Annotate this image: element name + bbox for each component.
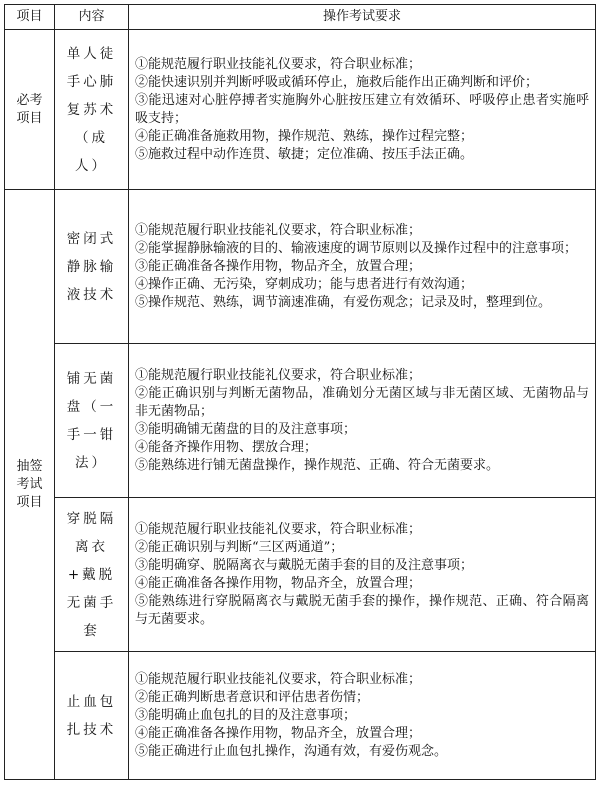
table-row	[5, 498, 596, 652]
header-project: 项目	[5, 5, 55, 30]
category-draw: 抽签考试项目	[5, 190, 55, 780]
table-row	[5, 30, 596, 190]
requirement-line: ①能规范履行职业技能礼仪要求，符合职业标准；	[135, 367, 422, 383]
requirement-line: ③能明确铺无菌盘的目的及注意事项；	[135, 421, 357, 437]
requirement-line: ③能迅速对心脏停搏者实施胸外心脏按压建立有效循环、呼吸停止患者实施呼吸支持；	[135, 92, 589, 126]
requirement-line: ⑤操作规范、熟练，调节滴速准确，有爱伤观念；记录及时，整理到位。	[135, 294, 552, 310]
requirement-line: ①能规范履行职业技能礼仪要求，符合职业标准；	[135, 56, 422, 72]
item-sterile-tray: 铺无菌盘（一手一钳法）	[55, 344, 129, 498]
table-row	[5, 652, 596, 780]
requirement-line: ②能掌握静脉输液的目的、输液速度的调节原则以及操作过程中的注意事项；	[135, 240, 578, 256]
requirements-hemostasis	[129, 652, 596, 780]
requirement-line: ②能正确识别与判断“三区两通道”；	[135, 539, 344, 555]
requirement-line: ①能规范履行职业技能礼仪要求，符合职业标准；	[135, 521, 422, 537]
requirement-line: ④能正确准备施救用物，操作规范、熟练，操作过程完整；	[135, 128, 474, 144]
requirement-line: ②能正确判断患者意识和评估患者伤情；	[135, 689, 370, 705]
item-isolation-gown: 穿脱隔离衣+戴脱无菌手套	[55, 498, 129, 652]
requirement-line: ①能规范履行职业技能礼仪要求，符合职业标准；	[135, 222, 422, 238]
exam-requirements-table	[4, 4, 596, 780]
requirement-line: ⑤施救过程中动作连贯、敏捷；定位准确、按压手法正确。	[135, 146, 474, 162]
requirement-line: ④能正确准备各操作用物，物品齐全，放置合理；	[135, 575, 422, 591]
requirement-line: ①能规范履行职业技能礼仪要求，符合职业标准；	[135, 671, 422, 687]
table-row	[5, 190, 596, 344]
requirements-cpr	[129, 30, 596, 190]
requirements-isolation-gown	[129, 498, 596, 652]
requirement-line: ③能正确准备各操作用物，物品齐全，放置合理；	[135, 258, 422, 274]
header-row	[5, 5, 596, 30]
requirements-iv-infusion	[129, 190, 596, 344]
requirements-sterile-tray	[129, 344, 596, 498]
header-content: 内容	[55, 5, 129, 30]
requirement-line: ③能明确止血包扎的目的及注意事项；	[135, 707, 357, 723]
table-row	[5, 344, 596, 498]
item-cpr: 单人徒手心肺复苏术（成人）	[55, 30, 129, 190]
requirement-line: ⑤能熟练进行铺无菌盘操作，操作规范、正确、符合无菌要求。	[135, 457, 500, 473]
category-required: 必考项目	[5, 30, 55, 190]
requirement-line: ④能正确准备各操作用物，物品齐全，放置合理；	[135, 725, 422, 741]
requirement-line: ④能备齐操作用物、摆放合理；	[135, 439, 318, 455]
requirement-line: ④操作正确、无污染，穿刺成功；能与患者进行有效沟通；	[135, 276, 474, 292]
requirement-line: ⑤能熟练进行穿脱隔离衣与戴脱无菌手套的操作，操作规范、正确、符合隔离与无菌要求。	[135, 593, 589, 627]
requirement-line: ③能明确穿、脱隔离衣与戴脱无菌手套的目的及注意事项；	[135, 557, 474, 573]
requirement-line: ⑤能正确进行止血包扎操作，沟通有效，有爱伤观念。	[135, 743, 448, 759]
requirement-line: ②能快速识别并判断呼吸或循环停止，施救后能作出正确判断和评价；	[135, 74, 539, 90]
requirement-line: ②能正确识别与判断无菌物品，准确划分无菌区域与非无菌区域、无菌物品与非无菌物品；	[135, 385, 589, 419]
item-iv-infusion: 密闭式静脉输液技术	[55, 190, 129, 344]
header-requirements: 操作考试要求	[129, 5, 596, 30]
item-hemostasis: 止血包扎技术	[55, 652, 129, 780]
